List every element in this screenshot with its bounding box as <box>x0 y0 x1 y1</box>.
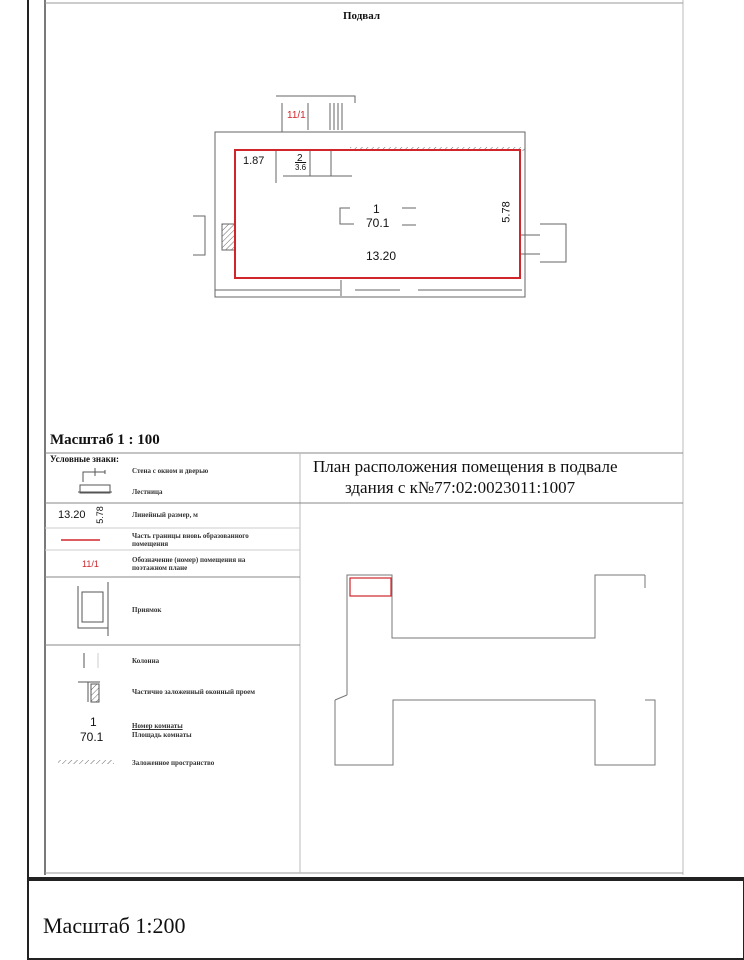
legend-text-room-area: Площадь комнаты <box>132 731 192 739</box>
legend-text-stairs: Лестница <box>132 488 163 496</box>
legend-text-room-label: Обозначение (номер) помещения на поэтажном плане <box>132 556 246 572</box>
dim-height: 5.78 <box>500 201 513 223</box>
legend-text-filled-space: Заложенное пространство <box>132 759 215 767</box>
room1-number: 1 <box>373 202 380 216</box>
dim-small: 1.87 <box>243 155 265 167</box>
room-label-red: 11/1 <box>287 110 306 121</box>
key-plan <box>335 575 655 765</box>
room1-area: 70.1 <box>366 216 390 230</box>
plan-title-line2: здания с к№77:02:0023011:1007 <box>345 478 576 497</box>
room2-area: 3.6 <box>295 163 307 172</box>
scale-main: Масштаб 1 : 100 <box>50 432 160 448</box>
legend-text-dimension: Линейный размер, м <box>132 511 198 519</box>
legend-symbol-room-label: 11/1 <box>82 559 99 569</box>
legend-text-room-number: Номер комнаты <box>132 722 183 730</box>
legend-symbol-dimension-vertical: 5.78 <box>94 506 105 524</box>
basement-plan <box>193 96 566 297</box>
legend-text-boundary: Часть границы вновь образованного помещения <box>132 532 249 548</box>
plan-title-line1: План расположения помещения в подвале <box>313 457 618 476</box>
legend-text-window: Частично заложенный оконный проем <box>132 688 256 696</box>
legend-symbol-room-number: 1 <box>90 715 97 729</box>
legend-symbol-dimension: 13.20 <box>58 509 86 521</box>
legend-symbol-room-area: 70.1 <box>80 730 104 744</box>
legend-text-wall: Стена с окном и дверью <box>132 467 209 475</box>
legend-text-pit: Приямок <box>132 606 162 614</box>
scale-footer: Масштаб 1:200 <box>43 913 186 938</box>
dim-width: 13.20 <box>366 249 397 263</box>
key-plan-highlight <box>350 578 391 596</box>
legend-text-column: Колонна <box>132 657 160 665</box>
room2-number: 2 <box>297 153 303 164</box>
floor-title: Подвал <box>343 10 381 22</box>
legend-heading: Условные знаки: <box>50 454 119 464</box>
